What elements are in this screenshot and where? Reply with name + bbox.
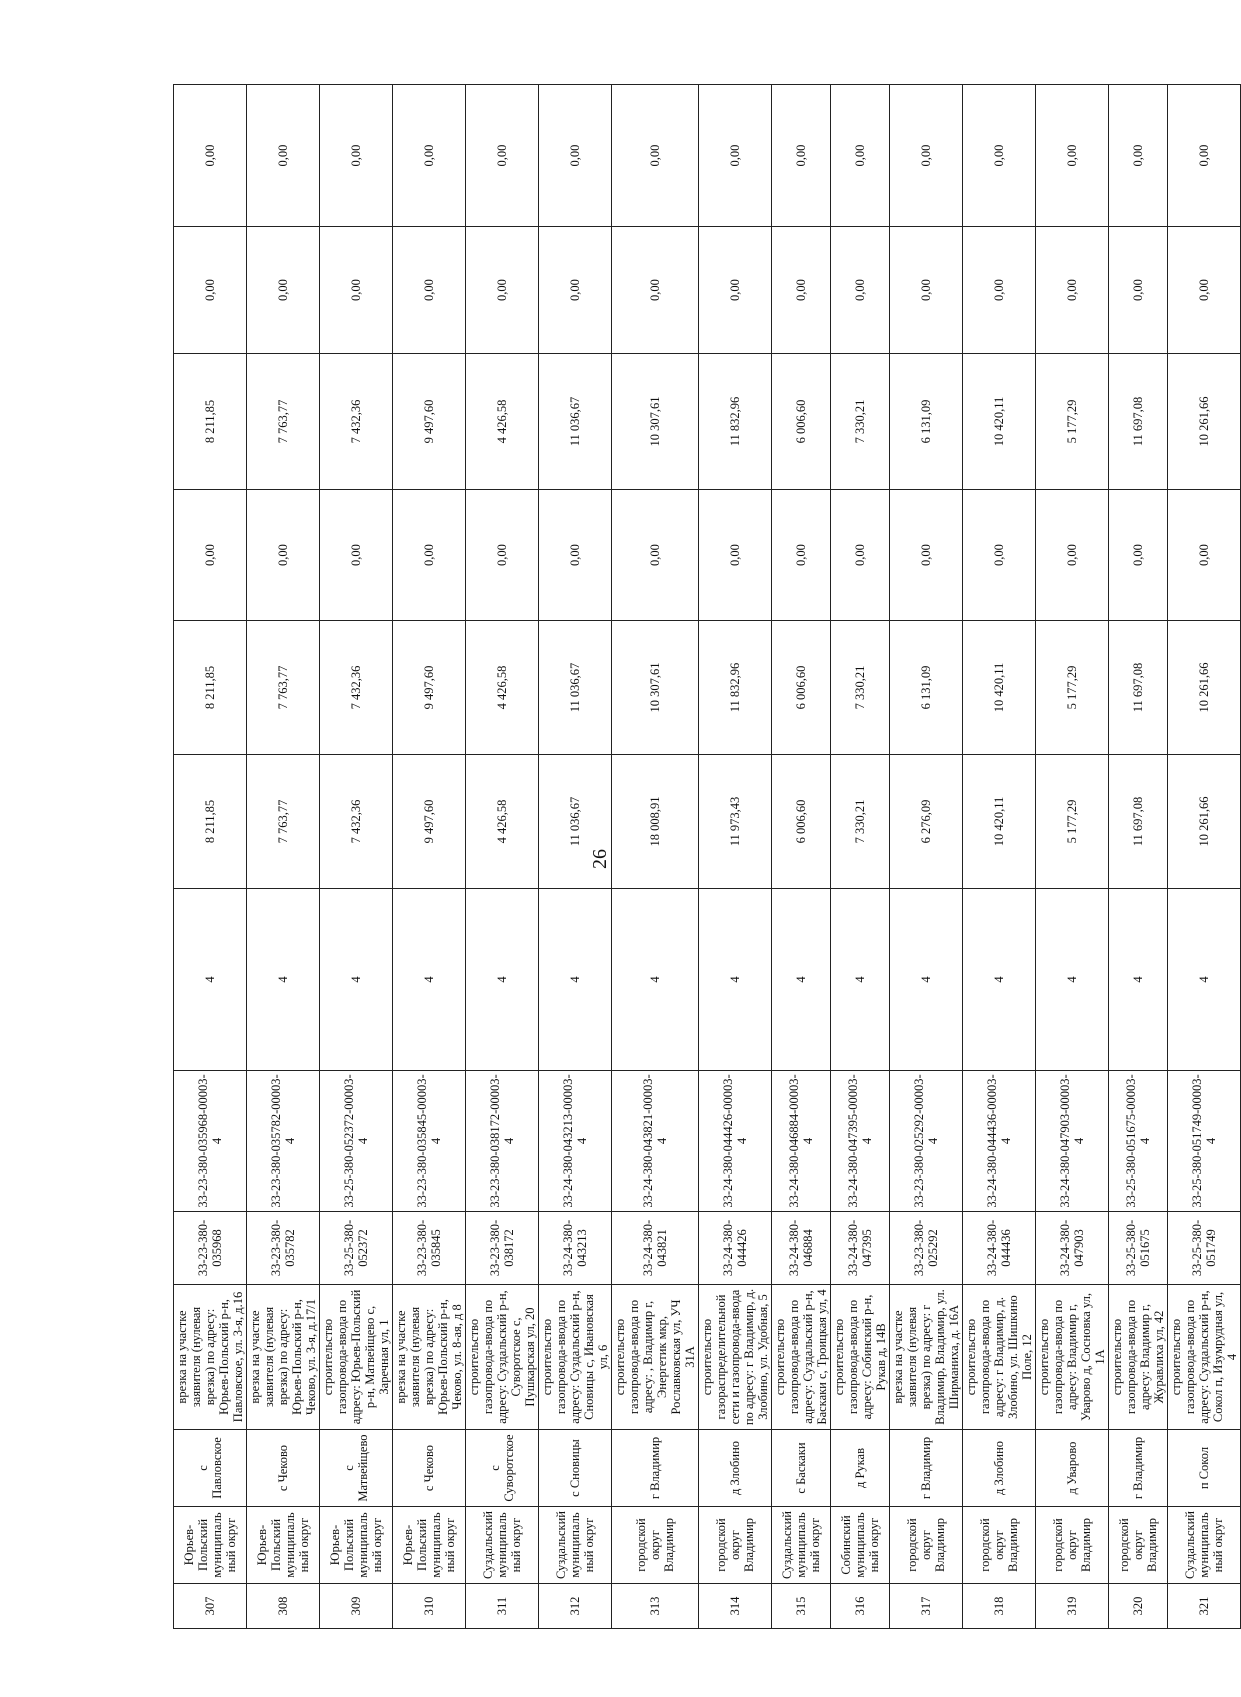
- request-id-cell: 33-24-380-046884-00003-4: [772, 1071, 831, 1212]
- amount-cell-5: 0,00: [831, 227, 890, 354]
- amount-cell-3: 0,00: [1168, 490, 1241, 621]
- municipality-cell: Суздальский муниципальный округ: [772, 1507, 831, 1584]
- amount-cell-4: 4 426,58: [466, 354, 539, 490]
- amount-cell-2: 4 426,58: [466, 621, 539, 755]
- object-code-cell: 33-24-380-047903: [1036, 1212, 1109, 1285]
- category-cell: 4: [963, 889, 1036, 1071]
- category-cell: 4: [320, 889, 393, 1071]
- amount-cell-1: 11 036,67: [539, 755, 612, 889]
- amount-cell-4: 11 036,67: [539, 354, 612, 490]
- category-cell: 4: [699, 889, 772, 1071]
- amount-cell-3: 0,00: [699, 490, 772, 621]
- amount-cell-1: 9 497,60: [393, 755, 466, 889]
- row-number: 308: [247, 1584, 320, 1629]
- settlement-cell: д Злобино: [963, 1430, 1036, 1507]
- amount-cell-3: 0,00: [772, 490, 831, 621]
- category-cell: 4: [1109, 889, 1168, 1071]
- amount-cell-6: 0,00: [1036, 85, 1109, 227]
- amount-cell-2: 7 330,21: [831, 621, 890, 755]
- amount-cell-1: 11 973,43: [699, 755, 772, 889]
- work-description-cell: строительство газопровода-ввода по адресу: Владимир г, Журавлиха ул, 42: [1109, 1285, 1168, 1430]
- category-cell: 4: [612, 889, 699, 1071]
- work-description-cell: строительство газопровода-ввода по адресу: Суздальский р-н, Баскаки с, Троицкая ул, 4: [772, 1285, 831, 1430]
- amount-cell-5: 0,00: [1109, 227, 1168, 354]
- amount-cell-5: 0,00: [320, 227, 393, 354]
- amount-cell-4: 7 763,77: [247, 354, 320, 490]
- work-description-cell: строительство газопровода-ввода по адресу: Владимир г, Уварово д, Сосновка ул, 1А: [1036, 1285, 1109, 1430]
- table-row: [174, 85, 247, 1629]
- amount-cell-1: 18 008,91: [612, 755, 699, 889]
- municipality-cell: городской округ Владимир: [963, 1507, 1036, 1584]
- table-row: [320, 85, 393, 1629]
- municipality-cell: Юрьев-Польский муниципальный округ: [174, 1507, 247, 1584]
- amount-cell-3: 0,00: [393, 490, 466, 621]
- work-description-cell: строительство газопровода-ввода по адресу: , Владимир г, Энергетик мкр, Рославковская ул, УЧ 31А: [612, 1285, 699, 1430]
- amount-cell-4: 6 131,09: [890, 354, 963, 490]
- object-code-cell: 33-24-380-044426: [699, 1212, 772, 1285]
- settlement-cell: г Владимир: [612, 1430, 699, 1507]
- amount-cell-1: 7 330,21: [831, 755, 890, 889]
- request-id-cell: 33-23-380-038172-00003-4: [466, 1071, 539, 1212]
- amount-cell-2: 11 697,08: [1109, 621, 1168, 755]
- category-cell: 4: [1036, 889, 1109, 1071]
- settlement-cell: п Сокол: [1168, 1430, 1241, 1507]
- object-code-cell: 33-23-380-035845: [393, 1212, 466, 1285]
- row-number: 319: [1036, 1584, 1109, 1629]
- connection-register-table: [173, 84, 1241, 1629]
- category-cell: 4: [466, 889, 539, 1071]
- municipality-cell: Собинский муниципальный округ: [831, 1507, 890, 1584]
- rotated-table-container: [173, 84, 1239, 1629]
- amount-cell-1: 7 432,36: [320, 755, 393, 889]
- amount-cell-3: 0,00: [174, 490, 247, 621]
- row-number: 310: [393, 1584, 466, 1629]
- object-code-cell: 33-25-380-051749: [1168, 1212, 1241, 1285]
- amount-cell-6: 0,00: [831, 85, 890, 227]
- request-id-cell: 33-25-380-051749-00003-4: [1168, 1071, 1241, 1212]
- settlement-cell: д Уварово: [1036, 1430, 1109, 1507]
- work-description-cell: врезка на участке заявителя (нулевая врезка) по адресу: Юрьев-Польский р-н, Павловское, ул. 3-я, д.16: [174, 1285, 247, 1430]
- amount-cell-4: 10 261,66: [1168, 354, 1241, 490]
- row-number: 317: [890, 1584, 963, 1629]
- amount-cell-5: 0,00: [1036, 227, 1109, 354]
- amount-cell-3: 0,00: [320, 490, 393, 621]
- amount-cell-4: 6 006,60: [772, 354, 831, 490]
- request-id-cell: 33-23-380-035845-00003-4: [393, 1071, 466, 1212]
- row-number: 315: [772, 1584, 831, 1629]
- table-row: [612, 85, 699, 1629]
- amount-cell-2: 10 307,61: [612, 621, 699, 755]
- municipality-cell: Юрьев-Польский муниципальный округ: [393, 1507, 466, 1584]
- row-number: 311: [466, 1584, 539, 1629]
- row-number: 318: [963, 1584, 1036, 1629]
- amount-cell-5: 0,00: [247, 227, 320, 354]
- work-description-cell: врезка на участке заявителя (нулевая врезка) по адресу: г Владимир, Владимир, ул. Ширманиха, д. 16А: [890, 1285, 963, 1430]
- table-row: [1168, 85, 1241, 1629]
- table-row: [466, 85, 539, 1629]
- table-row: [539, 85, 612, 1629]
- table-row: [1109, 85, 1168, 1629]
- amount-cell-1: 10 261,66: [1168, 755, 1241, 889]
- amount-cell-2: 8 211,85: [174, 621, 247, 755]
- amount-cell-6: 0,00: [612, 85, 699, 227]
- object-code-cell: 33-25-380-051675: [1109, 1212, 1168, 1285]
- request-id-cell: 33-23-380-035782-00003-4: [247, 1071, 320, 1212]
- table-row: [1036, 85, 1109, 1629]
- amount-cell-6: 0,00: [393, 85, 466, 227]
- amount-cell-6: 0,00: [247, 85, 320, 227]
- amount-cell-2: 9 497,60: [393, 621, 466, 755]
- amount-cell-3: 0,00: [612, 490, 699, 621]
- municipality-cell: городской округ Владимир: [1109, 1507, 1168, 1584]
- amount-cell-2: 7 432,36: [320, 621, 393, 755]
- work-description-cell: строительство газораспределительной сети и газопровода-ввода по адресу: г Владимир, д. Злобино, ул. Удобная, 5: [699, 1285, 772, 1430]
- object-code-cell: 33-24-380-043213: [539, 1212, 612, 1285]
- work-description-cell: строительство газопровода-ввода по адресу: Суздальский р-н, Сокол п, Изумрудная ул, 4: [1168, 1285, 1241, 1430]
- request-id-cell: 33-24-380-047903-00003-4: [1036, 1071, 1109, 1212]
- municipality-cell: Юрьев-Польский муниципальный округ: [247, 1507, 320, 1584]
- amount-cell-5: 0,00: [539, 227, 612, 354]
- table-row: [831, 85, 890, 1629]
- request-id-cell: 33-24-380-044426-00003-4: [699, 1071, 772, 1212]
- settlement-cell: г Владимир: [890, 1430, 963, 1507]
- amount-cell-6: 0,00: [174, 85, 247, 227]
- amount-cell-2: 7 763,77: [247, 621, 320, 755]
- amount-cell-3: 0,00: [1036, 490, 1109, 621]
- row-number: 314: [699, 1584, 772, 1629]
- municipality-cell: городской округ Владимир: [890, 1507, 963, 1584]
- amount-cell-6: 0,00: [539, 85, 612, 227]
- amount-cell-5: 0,00: [699, 227, 772, 354]
- amount-cell-4: 10 307,61: [612, 354, 699, 490]
- row-number: 307: [174, 1584, 247, 1629]
- settlement-cell: д Злобино: [699, 1430, 772, 1507]
- amount-cell-4: 11 697,08: [1109, 354, 1168, 490]
- amount-cell-6: 0,00: [699, 85, 772, 227]
- object-code-cell: 33-23-380-035968: [174, 1212, 247, 1285]
- amount-cell-3: 0,00: [890, 490, 963, 621]
- amount-cell-3: 0,00: [247, 490, 320, 621]
- amount-cell-5: 0,00: [466, 227, 539, 354]
- amount-cell-4: 10 420,11: [963, 354, 1036, 490]
- amount-cell-4: 7 330,21: [831, 354, 890, 490]
- amount-cell-6: 0,00: [772, 85, 831, 227]
- amount-cell-5: 0,00: [772, 227, 831, 354]
- table-row: [699, 85, 772, 1629]
- request-id-cell: 33-23-380-035968-00003-4: [174, 1071, 247, 1212]
- amount-cell-1: 4 426,58: [466, 755, 539, 889]
- object-code-cell: 33-24-380-047395: [831, 1212, 890, 1285]
- amount-cell-6: 0,00: [1168, 85, 1241, 227]
- amount-cell-3: 0,00: [963, 490, 1036, 621]
- category-cell: 4: [772, 889, 831, 1071]
- request-id-cell: 33-24-380-044436-00003-4: [963, 1071, 1036, 1212]
- municipality-cell: городской округ Владимир: [1036, 1507, 1109, 1584]
- settlement-cell: с Сновицы: [539, 1430, 612, 1507]
- table-row: [393, 85, 466, 1629]
- row-number: 320: [1109, 1584, 1168, 1629]
- table-row: [963, 85, 1036, 1629]
- amount-cell-3: 0,00: [539, 490, 612, 621]
- category-cell: 4: [1168, 889, 1241, 1071]
- amount-cell-1: 6 006,60: [772, 755, 831, 889]
- amount-cell-2: 6 006,60: [772, 621, 831, 755]
- amount-cell-5: 0,00: [393, 227, 466, 354]
- amount-cell-5: 0,00: [174, 227, 247, 354]
- amount-cell-6: 0,00: [963, 85, 1036, 227]
- municipality-cell: городской округ Владимир: [612, 1507, 699, 1584]
- request-id-cell: 33-25-380-051675-00003-4: [1109, 1071, 1168, 1212]
- row-number: 316: [831, 1584, 890, 1629]
- settlement-cell: с Чеково: [393, 1430, 466, 1507]
- object-code-cell: 33-23-380-035782: [247, 1212, 320, 1285]
- row-number: 321: [1168, 1584, 1241, 1629]
- request-id-cell: 33-24-380-043213-00003-4: [539, 1071, 612, 1212]
- work-description-cell: строительство газопровода-ввода по адресу: Юрьев-Польский р-н, Матвейщево с, Заречная ул, 1: [320, 1285, 393, 1430]
- request-id-cell: 33-25-380-052372-00003-4: [320, 1071, 393, 1212]
- category-cell: 4: [247, 889, 320, 1071]
- municipality-cell: Юрьев-Польский муниципальный округ: [320, 1507, 393, 1584]
- amount-cell-6: 0,00: [890, 85, 963, 227]
- settlement-cell: с Павловское: [174, 1430, 247, 1507]
- work-description-cell: врезка на участке заявителя (нулевая врезка) по адресу: Юрьев-Польский р-н, Чеково, ул. 3-я, д.17/1: [247, 1285, 320, 1430]
- request-id-cell: 33-24-380-043821-00003-4: [612, 1071, 699, 1212]
- category-cell: 4: [539, 889, 612, 1071]
- amount-cell-6: 0,00: [466, 85, 539, 227]
- work-description-cell: строительство газопровода-ввода по адресу: Суздальский р-н, Суворотское с, Пушкарская ул, 20: [466, 1285, 539, 1430]
- work-description-cell: строительство газопровода-ввода по адресу: Суздальский р-н, Сновицы с, Ивановская ул, 6: [539, 1285, 612, 1430]
- request-id-cell: 33-23-380-025292-00003-4: [890, 1071, 963, 1212]
- object-code-cell: 33-25-380-052372: [320, 1212, 393, 1285]
- amount-cell-4: 11 832,96: [699, 354, 772, 490]
- table-row: [247, 85, 320, 1629]
- category-cell: 4: [890, 889, 963, 1071]
- settlement-cell: с Баскаки: [772, 1430, 831, 1507]
- settlement-cell: с Чеково: [247, 1430, 320, 1507]
- municipality-cell: Суздальский муниципальный округ: [539, 1507, 612, 1584]
- amount-cell-5: 0,00: [1168, 227, 1241, 354]
- settlement-cell: г Владимир: [1109, 1430, 1168, 1507]
- object-code-cell: 33-24-380-044436: [963, 1212, 1036, 1285]
- amount-cell-2: 11 832,96: [699, 621, 772, 755]
- row-number: 312: [539, 1584, 612, 1629]
- amount-cell-1: 8 211,85: [174, 755, 247, 889]
- amount-cell-2: 10 420,11: [963, 621, 1036, 755]
- amount-cell-1: 6 276,09: [890, 755, 963, 889]
- request-id-cell: 33-24-380-047395-00003-4: [831, 1071, 890, 1212]
- object-code-cell: 33-24-380-043821: [612, 1212, 699, 1285]
- amount-cell-6: 0,00: [1109, 85, 1168, 227]
- amount-cell-4: 7 432,36: [320, 354, 393, 490]
- amount-cell-6: 0,00: [320, 85, 393, 227]
- object-code-cell: 33-23-380-025292: [890, 1212, 963, 1285]
- amount-cell-3: 0,00: [466, 490, 539, 621]
- object-code-cell: 33-23-380-038172: [466, 1212, 539, 1285]
- object-code-cell: 33-24-380-046884: [772, 1212, 831, 1285]
- settlement-cell: д Рукав: [831, 1430, 890, 1507]
- amount-cell-1: 5 177,29: [1036, 755, 1109, 889]
- work-description-cell: строительство газопровода-ввода по адресу: Собинский р-н, Рукав д, 14В: [831, 1285, 890, 1430]
- category-cell: 4: [393, 889, 466, 1071]
- amount-cell-2: 11 036,67: [539, 621, 612, 755]
- row-number: 313: [612, 1584, 699, 1629]
- amount-cell-5: 0,00: [963, 227, 1036, 354]
- amount-cell-4: 8 211,85: [174, 354, 247, 490]
- amount-cell-4: 9 497,60: [393, 354, 466, 490]
- amount-cell-2: 10 261,66: [1168, 621, 1241, 755]
- amount-cell-3: 0,00: [1109, 490, 1168, 621]
- table-row: [890, 85, 963, 1629]
- work-description-cell: строительство газопровода-ввода по адресу: г Владимир, д. Злобино, ул. Шишкино Поле, 12: [963, 1285, 1036, 1430]
- amount-cell-4: 5 177,29: [1036, 354, 1109, 490]
- municipality-cell: Суздальский муниципальный округ: [1168, 1507, 1241, 1584]
- amount-cell-5: 0,00: [612, 227, 699, 354]
- amount-cell-2: 5 177,29: [1036, 621, 1109, 755]
- work-description-cell: врезка на участке заявителя (нулевая врезка) по адресу: Юрьев-Польский р-н, Чеково, ул. 8-ая, д 8: [393, 1285, 466, 1430]
- amount-cell-3: 0,00: [831, 490, 890, 621]
- amount-cell-1: 11 697,08: [1109, 755, 1168, 889]
- page-number: 26: [588, 849, 611, 869]
- settlement-cell: с Матвейщево: [320, 1430, 393, 1507]
- municipality-cell: Суздальский муниципальный округ: [466, 1507, 539, 1584]
- amount-cell-2: 6 131,09: [890, 621, 963, 755]
- category-cell: 4: [174, 889, 247, 1071]
- amount-cell-5: 0,00: [890, 227, 963, 354]
- amount-cell-1: 7 763,77: [247, 755, 320, 889]
- table-row: [772, 85, 831, 1629]
- amount-cell-1: 10 420,11: [963, 755, 1036, 889]
- category-cell: 4: [831, 889, 890, 1071]
- row-number: 309: [320, 1584, 393, 1629]
- settlement-cell: с Суворотское: [466, 1430, 539, 1507]
- municipality-cell: городской округ Владимир: [699, 1507, 772, 1584]
